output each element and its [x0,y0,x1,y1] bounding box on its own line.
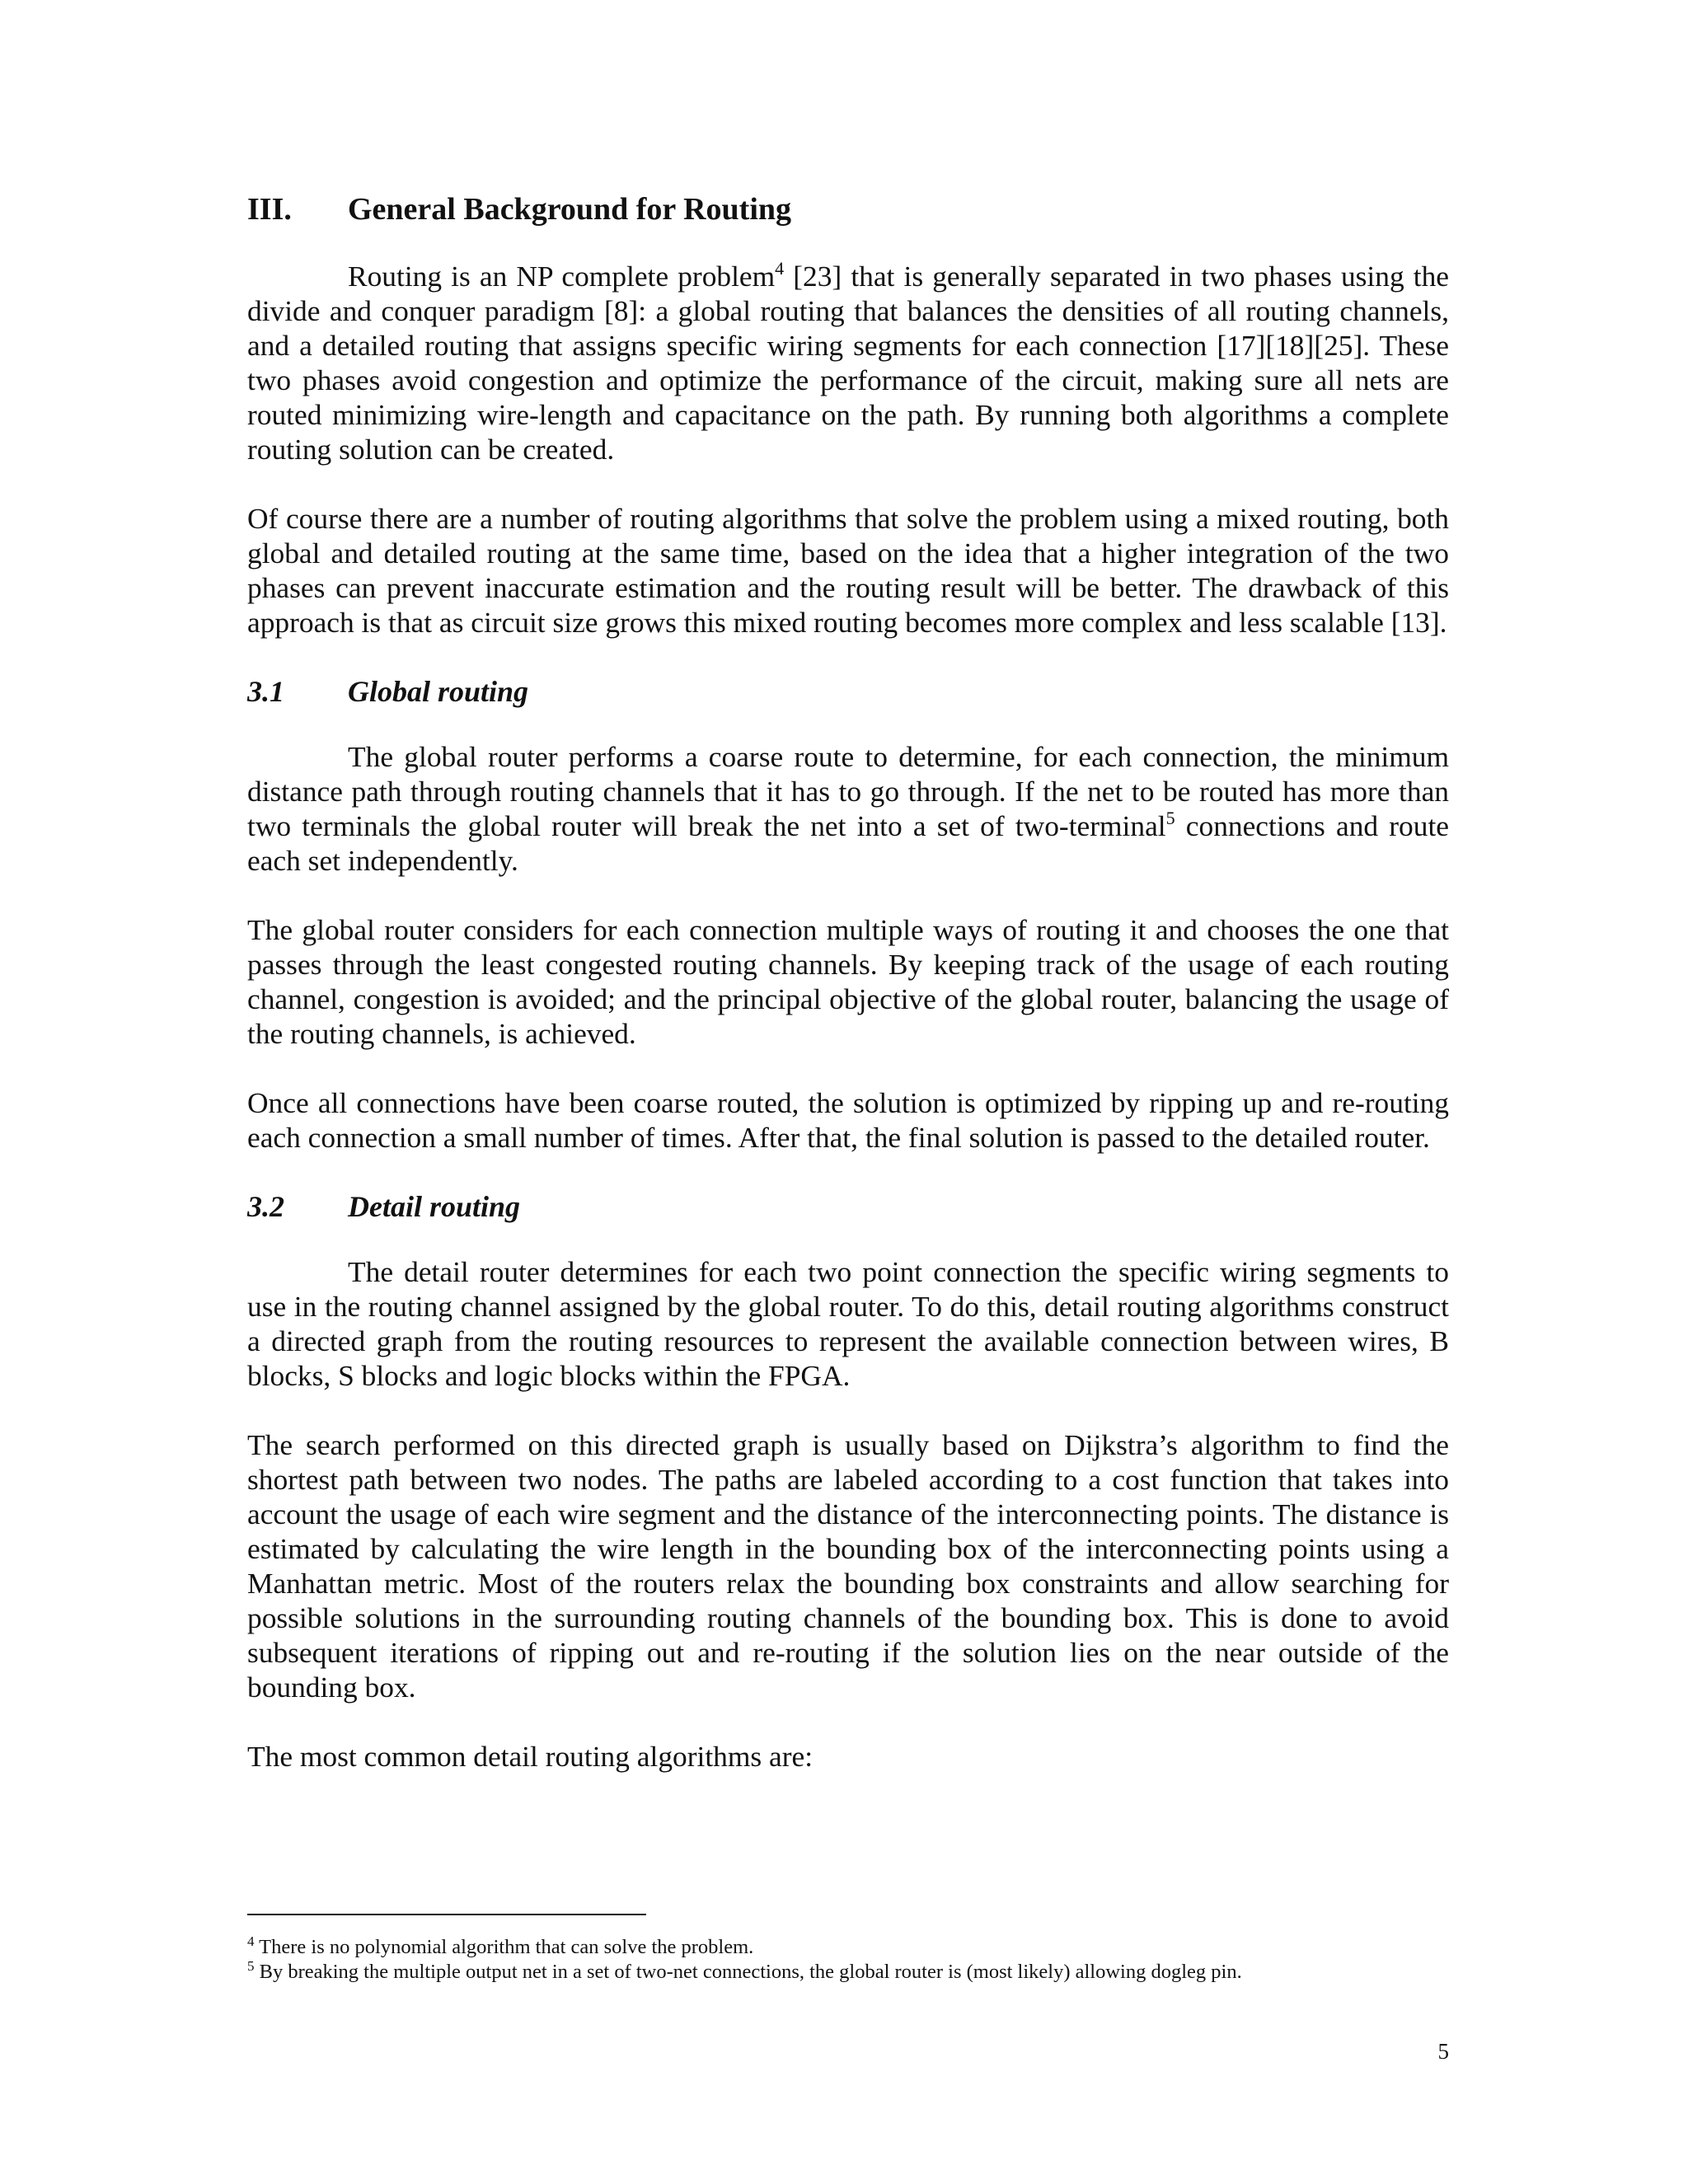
footnote-text: By breaking the multiple output net in a set of two-net connections, the global router is (most likely) allowing dogleg pin. [254,1961,1242,1983]
intro-text-b: [23] that is generally separated in two phases using the divide and conquer paradigm [8]: a global routing that balances the densities of all routing channels, and a detailed routing that assigns specific wiring segments for each connection [17][18][25]. These two phases avoid congestion and optimize the performance of the circuit, making sure all nets are routed minimizing wire-length and capacitance on the path. By running both algorithms a complete routing solution can be created. [247,259,1449,466]
subsection-title: Global routing [348,674,529,708]
footnote-divider [247,1914,646,1915]
footnote-4 [247,1935,1449,1960]
footnote-text: There is no polynomial algorithm that can solve the problem. [254,1936,754,1958]
global-routing-paragraph-1 [247,739,1449,878]
page-body [247,191,1449,1808]
global-routing-paragraph-2: The global router considers for each connection multiple ways of routing it and chooses the one that passes through the least congested routing channels. By keeping track of the usage of each routing channel, congestion is avoided; and the principal objective of the global router, balancing the usage of the routing channels, is achieved. [247,912,1449,1050]
intro-paragraph-2: Of course there are a number of routing algorithms that solve the problem using a mixed routing, both global and detailed routing at the same time, based on the idea that a higher integration of the two phases can prevent inaccurate estimation and the routing result will be better. The drawback of this approach is that as circuit size grows this mixed routing becomes more complex and less scalable [13]. [247,501,1449,639]
detail-routing-paragraph-1: The detail router determines for each two point connection the specific wiring segments to use in the routing channel assigned by the global router. To do this, detail routing algorithms construct a directed graph from the routing resources to represent the available connection between wires, B blocks, S blocks and logic blocks within the FPGA. [247,1254,1449,1392]
global-routing-text-b: connections and route each set independently. [247,808,1449,877]
page-number: 5 [1437,2039,1449,2064]
subsection-number: 3.1 [247,674,284,708]
section-number: III. [247,192,292,227]
footnote-5 [247,1960,1449,1985]
subsection-heading-global-routing [247,674,1449,710]
intro-text-a: Routing is an NP complete problem [348,259,776,293]
footnote-mark: 4 [247,1933,255,1949]
footnotes [247,1935,1449,1985]
subsection-number: 3.2 [247,1189,284,1223]
subsection-title: Detail routing [348,1189,521,1223]
global-routing-text-a: The global router performs a coarse route to determine, for each connection, the minimum distance path through routing channels that it has to go through. If the net to be routed has more than two terminals the global router will break the net into a set of two-terminal [247,739,1449,842]
section-heading [247,191,1449,229]
detail-routing-paragraph-2: The search performed on this directed graph is usually based on Dijkstra’s algorithm to find the shortest path between two nodes. The paths are labeled according to a cost function that takes into account the usage of each wire segment and the distance of the interconnecting points. The distance is estimated by calculating the wire length in the bounding box of the interconnecting points using a Manhattan metric. Most of the routers relax the bounding box constraints and allow searching for possible solutions in the surrounding routing channels of the bounding box. This is done to avoid subsequent iterations of ripping out and re-routing if the solution lies on the near outside of the bounding box. [247,1427,1449,1704]
global-routing-paragraph-3: Once all connections have been coarse routed, the solution is optimized by ripping up and re-routing each connection a small number of times. After that, the final solution is passed to the detailed router. [247,1085,1449,1154]
footnote-ref-5[interactable]: 5 [1165,807,1175,828]
footnote-ref-4[interactable]: 4 [775,257,785,279]
subsection-heading-detail-routing [247,1189,1449,1225]
intro-paragraph-1 [247,259,1449,466]
section-title: General Background for Routing [348,192,792,227]
footnote-mark: 5 [247,1958,255,1974]
detail-routing-paragraph-3: The most common detail routing algorithms are: [247,1739,814,1773]
